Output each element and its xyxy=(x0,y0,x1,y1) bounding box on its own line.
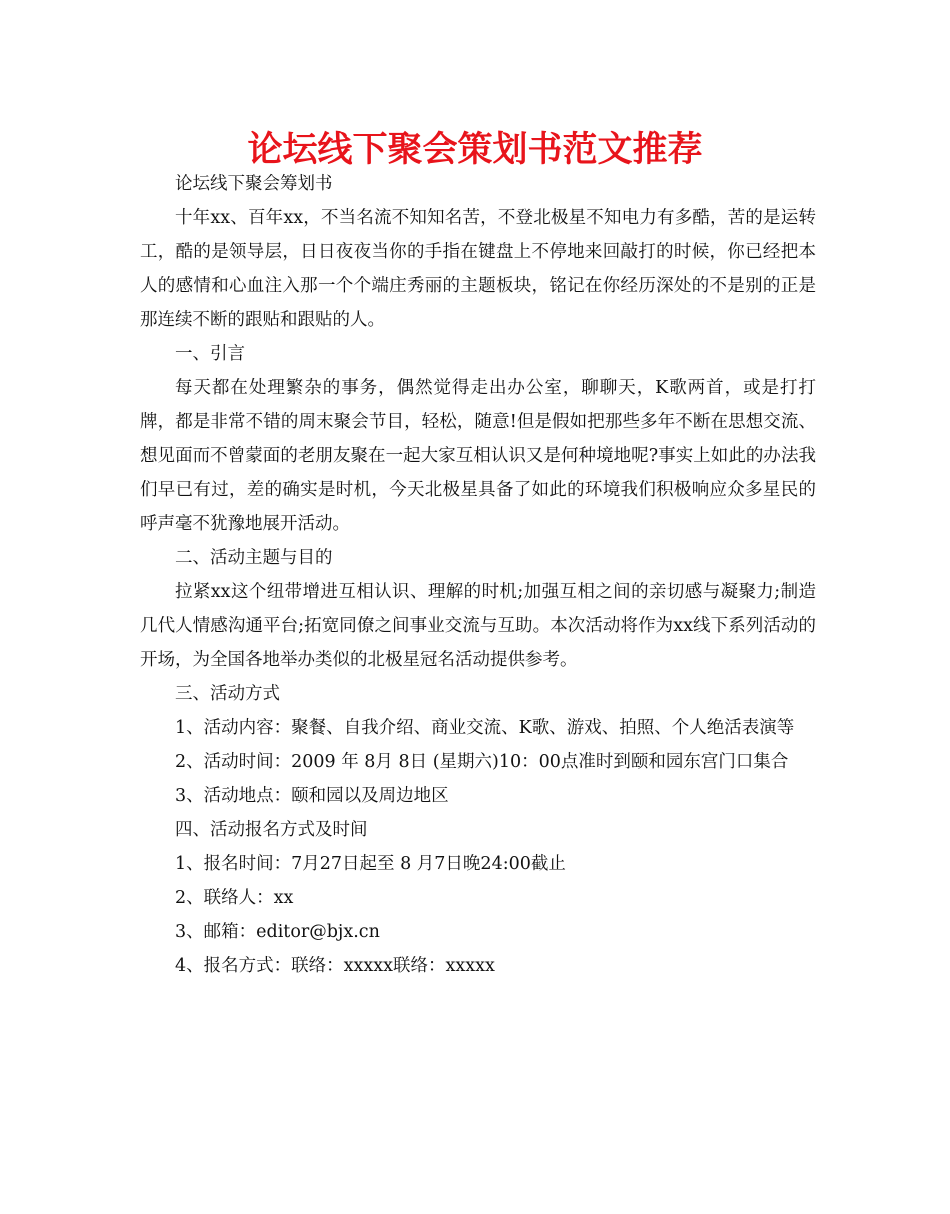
format-item-content: 1、活动内容：聚餐、自我介绍、商业交流、K歌、游戏、拍照、个人绝活表演等 xyxy=(175,718,795,738)
theme-paragraph: 拉紧xx这个纽带增进互相认识、理解的时机;加强互相之间的亲切感与凝聚力;制造几代人情感沟通平台;拓宽同僚之间事业交流与互助。本次活动将作为xx线下系列活动的开场，为全国各地举办类似的北极星冠名活动提供参考。 xyxy=(140,582,816,670)
format-item-location: 3、活动地点：颐和园以及周边地区 xyxy=(175,786,449,806)
registration-item-contact: 2、联络人：xx xyxy=(175,888,294,908)
document-body xyxy=(140,167,816,983)
intro-paragraph: 十年xx、百年xx，不当名流不知知名苦，不登北极星不知电力有多酷，苦的是运转工，酷的是领导层，日日夜夜当你的手指在键盘上不停地来回敲打的时候，你已经把本人的感情和心血注入那一个个端庄秀丽的主题板块，铭记在你经历深处的不是别的正是那连续不断的跟贴和跟贴的人。 xyxy=(140,208,816,330)
section-heading-registration: 四、活动报名方式及时间 xyxy=(175,820,368,840)
registration-item-method: 4、报名方式：联络：xxxxx联络：xxxxx xyxy=(175,956,495,976)
section-heading-format: 三、活动方式 xyxy=(175,684,280,704)
preface-paragraph: 每天都在处理繁杂的事务，偶然觉得走出办公室，聊聊天，K歌两首，或是打打牌，都是非常不错的周末聚会节目，轻松，随意!但是假如把那些多年不断在思想交流、想见面而不曾蒙面的老朋友聚在一起大家互相认识又是何种境地呢?事实上如此的办法我们早已有过，差的确实是时机，今天北极星具备了如此的环境我们积极响应众多星民的呼声毫不犹豫地展开活动。 xyxy=(140,378,816,534)
registration-item-time: 1、报名时间：7月27日起至 8 月7日晚24:00截止 xyxy=(175,854,566,874)
doc-subtitle: 论坛线下聚会筹划书 xyxy=(175,174,333,194)
registration-item-email: 3、邮箱：editor@bjx.cn xyxy=(175,922,380,942)
document-title: 论坛线下聚会策划书范文推荐 xyxy=(247,130,703,170)
section-heading-theme: 二、活动主题与目的 xyxy=(175,548,333,568)
format-item-time: 2、活动时间：2009 年 8月 8日 (星期六)10：00点准时到颐和园东宫门口集合 xyxy=(175,752,789,772)
section-heading-preface: 一、引言 xyxy=(175,344,245,364)
